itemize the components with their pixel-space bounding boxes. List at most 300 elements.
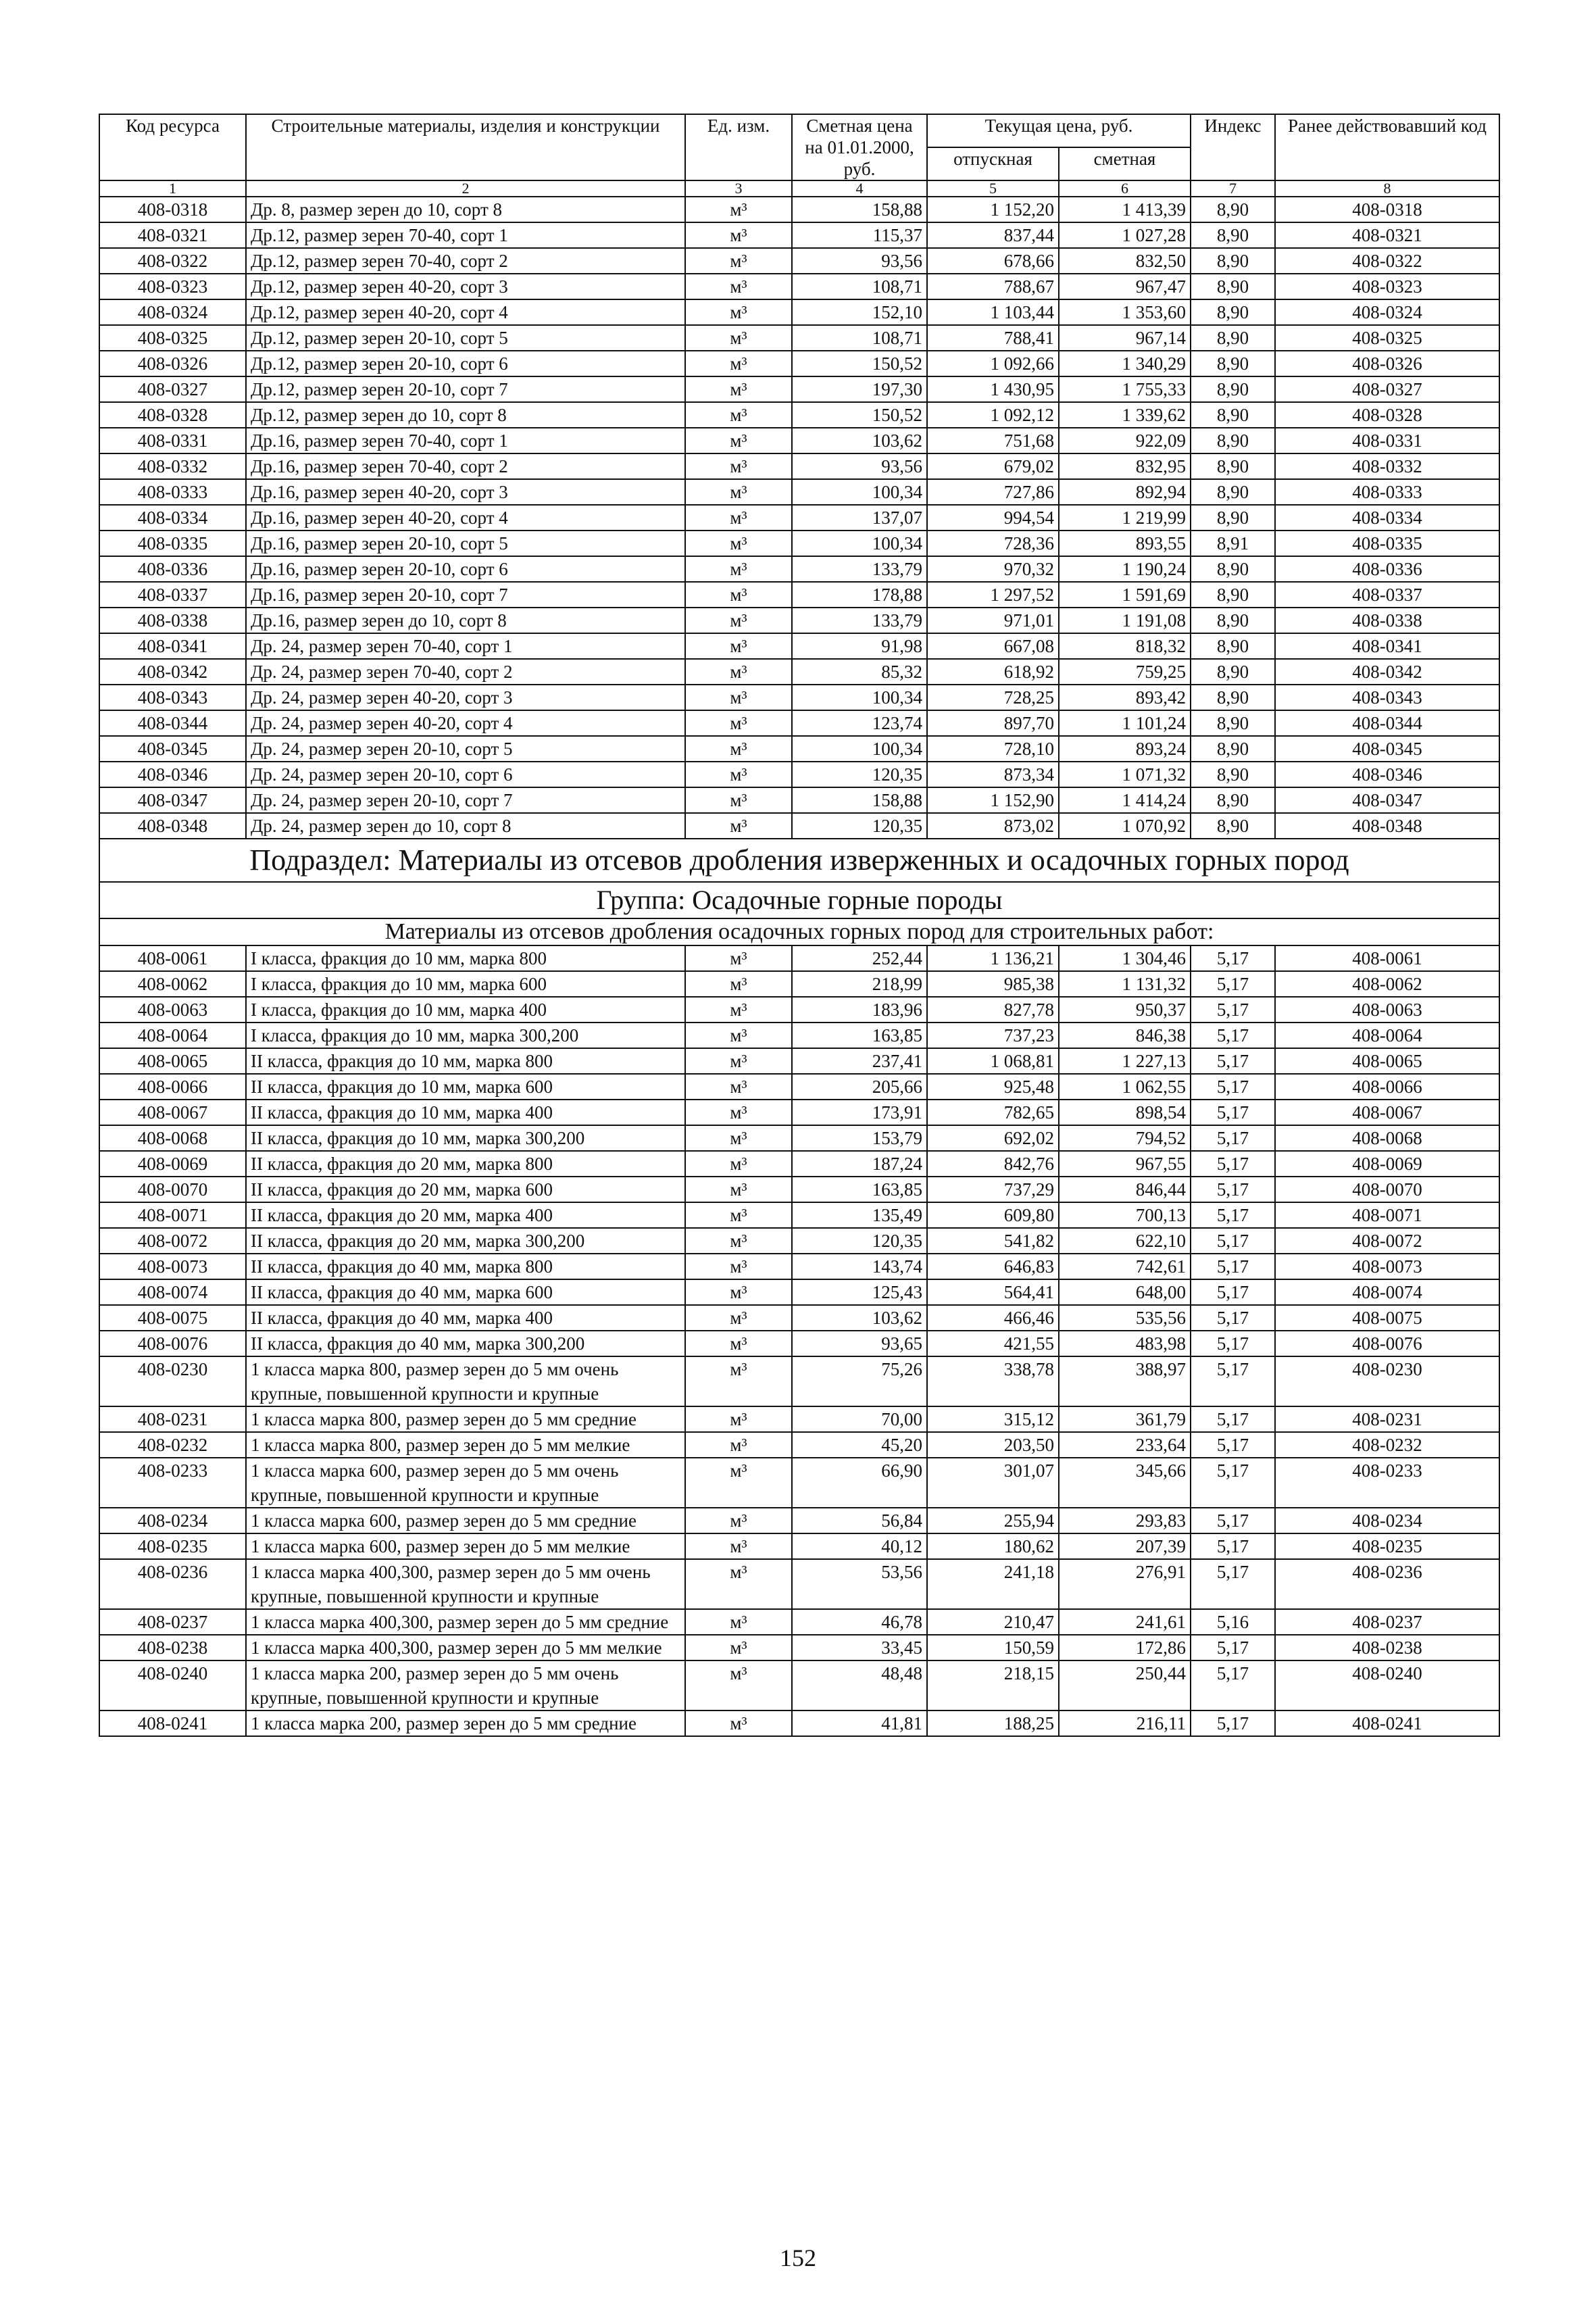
previous-code: 408-0331 (1275, 428, 1499, 453)
unit: м³ (685, 710, 792, 736)
estimate-price: 922,09 (1059, 428, 1191, 453)
base-price: 93,56 (792, 453, 927, 479)
material-name: Др. 8, размер зерен до 10, сорт 8 (246, 197, 685, 222)
estimate-price: 648,00 (1059, 1279, 1191, 1305)
material-name: II класса, фракция до 10 мм, марка 800 (246, 1048, 685, 1074)
previous-code: 408-0326 (1275, 351, 1499, 376)
table-row (99, 1202, 1499, 1228)
price-index: 5,17 (1191, 1228, 1275, 1254)
base-price: 152,10 (792, 299, 927, 325)
unit: м³ (685, 1305, 792, 1331)
base-price: 178,88 (792, 582, 927, 608)
subsection-title: Подраздел: Материалы из отсевов дробления изверженных и осадочных горных пород (99, 839, 1499, 882)
base-price: 91,98 (792, 633, 927, 659)
base-price: 120,35 (792, 762, 927, 787)
unit: м³ (685, 531, 792, 556)
price-index: 8,90 (1191, 556, 1275, 582)
base-price: 125,43 (792, 1279, 927, 1305)
price-index: 5,17 (1191, 945, 1275, 971)
release-price: 837,44 (927, 222, 1059, 248)
resource-code: 408-0067 (99, 1100, 246, 1125)
base-price: 123,74 (792, 710, 927, 736)
column-number: 2 (246, 180, 685, 197)
material-name: Др.12, размер зерен 70-40, сорт 2 (246, 248, 685, 274)
table-row (99, 1023, 1499, 1048)
previous-code: 408-0347 (1275, 787, 1499, 813)
material-name: 1 класса марка 400,300, размер зерен до 5 мм мелкие (246, 1635, 685, 1660)
table-row (99, 376, 1499, 402)
unit: м³ (685, 1533, 792, 1559)
release-price: 1 152,90 (927, 787, 1059, 813)
base-price: 48,48 (792, 1660, 927, 1710)
resource-code: 408-0343 (99, 685, 246, 710)
unit: м³ (685, 813, 792, 839)
material-name: I класса, фракция до 10 мм, марка 800 (246, 945, 685, 971)
material-name: Др.16, размер зерен 20-10, сорт 6 (246, 556, 685, 582)
previous-code: 408-0237 (1275, 1609, 1499, 1635)
resource-code: 408-0066 (99, 1074, 246, 1100)
estimate-price: 207,39 (1059, 1533, 1191, 1559)
column-number: 3 (685, 180, 792, 197)
price-index: 5,17 (1191, 1074, 1275, 1100)
material-name: Др.12, размер зерен 20-10, сорт 5 (246, 325, 685, 351)
material-name: Др.12, размер зерен 40-20, сорт 3 (246, 274, 685, 299)
group-row (99, 882, 1499, 918)
previous-code: 408-0072 (1275, 1228, 1499, 1254)
price-table (99, 114, 1500, 1737)
estimate-price: 276,91 (1059, 1559, 1191, 1609)
price-index: 8,90 (1191, 736, 1275, 762)
estimate-price: 898,54 (1059, 1100, 1191, 1125)
estimate-price: 535,56 (1059, 1305, 1191, 1331)
material-name: Др.16, размер зерен до 10, сорт 8 (246, 608, 685, 633)
table-row (99, 325, 1499, 351)
price-index: 5,17 (1191, 1331, 1275, 1356)
unit: м³ (685, 274, 792, 299)
release-price: 1 297,52 (927, 582, 1059, 608)
resource-code: 408-0075 (99, 1305, 246, 1331)
estimate-price: 1 339,62 (1059, 402, 1191, 428)
unit: м³ (685, 633, 792, 659)
previous-code: 408-0062 (1275, 971, 1499, 997)
unit: м³ (685, 248, 792, 274)
base-price: 120,35 (792, 813, 927, 839)
table-row (99, 608, 1499, 633)
release-price: 180,62 (927, 1533, 1059, 1559)
resource-code: 408-0335 (99, 531, 246, 556)
release-price: 728,10 (927, 736, 1059, 762)
column-number: 7 (1191, 180, 1275, 197)
table-row (99, 787, 1499, 813)
table-row (99, 1559, 1499, 1609)
unit: м³ (685, 1202, 792, 1228)
release-price: 466,46 (927, 1305, 1059, 1331)
header-current-price: Текущая цена, руб. (927, 114, 1191, 147)
estimate-price: 818,32 (1059, 633, 1191, 659)
table-row (99, 736, 1499, 762)
previous-code: 408-0333 (1275, 479, 1499, 505)
unit: м³ (685, 1432, 792, 1458)
previous-code: 408-0337 (1275, 582, 1499, 608)
material-name: Др.12, размер зерен до 10, сорт 8 (246, 402, 685, 428)
unit: м³ (685, 453, 792, 479)
table-row (99, 1660, 1499, 1710)
base-price: 46,78 (792, 1609, 927, 1635)
release-price: 873,02 (927, 813, 1059, 839)
release-price: 788,67 (927, 274, 1059, 299)
resource-code: 408-0235 (99, 1533, 246, 1559)
release-price: 241,18 (927, 1559, 1059, 1609)
estimate-price: 1 591,69 (1059, 582, 1191, 608)
unit: м³ (685, 945, 792, 971)
base-price: 103,62 (792, 428, 927, 453)
base-price: 120,35 (792, 1228, 927, 1254)
previous-code: 408-0070 (1275, 1177, 1499, 1202)
unit: м³ (685, 299, 792, 325)
base-price: 56,84 (792, 1508, 927, 1533)
table-row (99, 1279, 1499, 1305)
resource-code: 408-0348 (99, 813, 246, 839)
price-index: 5,17 (1191, 1023, 1275, 1048)
unit: м³ (685, 762, 792, 787)
base-price: 150,52 (792, 351, 927, 376)
resource-code: 408-0073 (99, 1254, 246, 1279)
base-price: 115,37 (792, 222, 927, 248)
table-row (99, 1048, 1499, 1074)
resource-code: 408-0328 (99, 402, 246, 428)
price-index: 8,90 (1191, 325, 1275, 351)
price-index: 5,17 (1191, 1177, 1275, 1202)
resource-code: 408-0072 (99, 1228, 246, 1254)
price-index: 8,90 (1191, 402, 1275, 428)
release-price: 541,82 (927, 1228, 1059, 1254)
unit: м³ (685, 1609, 792, 1635)
table-row (99, 479, 1499, 505)
material-name: I класса, фракция до 10 мм, марка 400 (246, 997, 685, 1023)
unit: м³ (685, 608, 792, 633)
previous-code: 408-0230 (1275, 1356, 1499, 1406)
table-row (99, 1125, 1499, 1151)
table-row (99, 274, 1499, 299)
material-name: 1 класса марка 800, размер зерен до 5 мм очень крупные, повышенной крупности и крупные (246, 1356, 685, 1406)
release-price: 1 430,95 (927, 376, 1059, 402)
resource-code: 408-0237 (99, 1609, 246, 1635)
unit: м³ (685, 1228, 792, 1254)
base-price: 158,88 (792, 787, 927, 813)
estimate-price: 1 191,08 (1059, 608, 1191, 633)
estimate-price: 1 062,55 (1059, 1074, 1191, 1100)
estimate-price: 832,50 (1059, 248, 1191, 274)
resource-code: 408-0321 (99, 222, 246, 248)
estimate-price: 1 414,24 (1059, 787, 1191, 813)
material-name: Др.16, размер зерен 20-10, сорт 7 (246, 582, 685, 608)
release-price: 255,94 (927, 1508, 1059, 1533)
resource-code: 408-0326 (99, 351, 246, 376)
material-name: Др.16, размер зерен 20-10, сорт 5 (246, 531, 685, 556)
estimate-price: 1 304,46 (1059, 945, 1191, 971)
material-name: Др. 24, размер зерен 40-20, сорт 4 (246, 710, 685, 736)
material-name: II класса, фракция до 10 мм, марка 400 (246, 1100, 685, 1125)
unit: м³ (685, 1710, 792, 1736)
estimate-price: 846,38 (1059, 1023, 1191, 1048)
base-price: 137,07 (792, 505, 927, 531)
table-row (99, 762, 1499, 787)
material-name: 1 класса марка 400,300, размер зерен до 5 мм очень крупные, повышенной крупности и крупные (246, 1559, 685, 1609)
unit: м³ (685, 971, 792, 997)
base-price: 135,49 (792, 1202, 927, 1228)
column-number: 4 (792, 180, 927, 197)
release-price: 737,29 (927, 1177, 1059, 1202)
resource-code: 408-0345 (99, 736, 246, 762)
estimate-price: 1 070,92 (1059, 813, 1191, 839)
price-index: 8,90 (1191, 762, 1275, 787)
table-row (99, 1406, 1499, 1432)
resource-code: 408-0062 (99, 971, 246, 997)
price-index: 5,17 (1191, 1432, 1275, 1458)
base-price: 163,85 (792, 1177, 927, 1202)
resource-code: 408-0325 (99, 325, 246, 351)
table-row (99, 1228, 1499, 1254)
base-price: 108,71 (792, 274, 927, 299)
estimate-price: 742,61 (1059, 1254, 1191, 1279)
price-index: 8,90 (1191, 659, 1275, 685)
price-index: 8,90 (1191, 299, 1275, 325)
table-row (99, 402, 1499, 428)
table-row (99, 1305, 1499, 1331)
price-index: 5,17 (1191, 1635, 1275, 1660)
estimate-price: 250,44 (1059, 1660, 1191, 1710)
base-price: 252,44 (792, 945, 927, 971)
estimate-price: 967,47 (1059, 274, 1191, 299)
unit: м³ (685, 479, 792, 505)
estimate-price: 1 755,33 (1059, 376, 1191, 402)
material-name: II класса, фракция до 20 мм, марка 600 (246, 1177, 685, 1202)
price-index: 8,90 (1191, 787, 1275, 813)
unit: м³ (685, 428, 792, 453)
material-name: Др. 24, размер зерен до 10, сорт 8 (246, 813, 685, 839)
previous-code: 408-0075 (1275, 1305, 1499, 1331)
release-price: 1 092,66 (927, 351, 1059, 376)
price-index: 8,90 (1191, 248, 1275, 274)
table-row (99, 505, 1499, 531)
material-name: 1 класса марка 200, размер зерен до 5 мм средние (246, 1710, 685, 1736)
previous-code: 408-0338 (1275, 608, 1499, 633)
previous-code: 408-0322 (1275, 248, 1499, 274)
unit: м³ (685, 1023, 792, 1048)
price-index: 8,91 (1191, 531, 1275, 556)
material-name: II класса, фракция до 40 мм, марка 800 (246, 1254, 685, 1279)
table-body-screenings (99, 945, 1499, 1736)
resource-code: 408-0238 (99, 1635, 246, 1660)
header-prev-code: Ранее действовавший код (1275, 114, 1499, 180)
base-price: 33,45 (792, 1635, 927, 1660)
resource-code: 408-0070 (99, 1177, 246, 1202)
base-price: 197,30 (792, 376, 927, 402)
release-price: 827,78 (927, 997, 1059, 1023)
unit: м³ (685, 1635, 792, 1660)
resource-code: 408-0342 (99, 659, 246, 685)
price-index: 8,90 (1191, 376, 1275, 402)
material-name: Др.12, размер зерен 20-10, сорт 7 (246, 376, 685, 402)
release-price: 782,65 (927, 1100, 1059, 1125)
base-price: 158,88 (792, 197, 927, 222)
release-price: 315,12 (927, 1406, 1059, 1432)
price-index: 5,16 (1191, 1609, 1275, 1635)
estimate-price: 967,14 (1059, 325, 1191, 351)
estimate-price: 345,66 (1059, 1458, 1191, 1508)
base-price: 75,26 (792, 1356, 927, 1406)
base-price: 100,34 (792, 531, 927, 556)
table-row (99, 710, 1499, 736)
previous-code: 408-0342 (1275, 659, 1499, 685)
unit: м³ (685, 1559, 792, 1609)
material-name: Др. 24, размер зерен 20-10, сорт 6 (246, 762, 685, 787)
previous-code: 408-0061 (1275, 945, 1499, 971)
unit: м³ (685, 685, 792, 710)
material-name: Др.16, размер зерен 70-40, сорт 1 (246, 428, 685, 453)
release-price: 218,15 (927, 1660, 1059, 1710)
price-index: 5,17 (1191, 971, 1275, 997)
base-price: 45,20 (792, 1432, 927, 1458)
price-index: 8,90 (1191, 582, 1275, 608)
previous-code: 408-0068 (1275, 1125, 1499, 1151)
base-price: 100,34 (792, 685, 927, 710)
unit: м³ (685, 1177, 792, 1202)
header-unit: Ед. изм. (685, 114, 792, 180)
base-price: 153,79 (792, 1125, 927, 1151)
header-release: отпускная (927, 147, 1059, 180)
material-name: II класса, фракция до 40 мм, марка 400 (246, 1305, 685, 1331)
table-row (99, 1710, 1499, 1736)
previous-code: 408-0067 (1275, 1100, 1499, 1125)
table-row (99, 1432, 1499, 1458)
estimate-price: 1 071,32 (1059, 762, 1191, 787)
material-name: Др.16, размер зерен 40-20, сорт 3 (246, 479, 685, 505)
previous-code: 408-0332 (1275, 453, 1499, 479)
unit: м³ (685, 1331, 792, 1356)
previous-code: 408-0069 (1275, 1151, 1499, 1177)
estimate-price: 832,95 (1059, 453, 1191, 479)
price-index: 5,17 (1191, 1100, 1275, 1125)
header-estimate: сметная (1059, 147, 1191, 180)
table-row (99, 428, 1499, 453)
price-index: 5,17 (1191, 1559, 1275, 1609)
material-name: II класса, фракция до 40 мм, марка 600 (246, 1279, 685, 1305)
price-index: 5,17 (1191, 997, 1275, 1023)
table-row (99, 813, 1499, 839)
resource-code: 408-0234 (99, 1508, 246, 1533)
previous-code: 408-0335 (1275, 531, 1499, 556)
table-row (99, 1635, 1499, 1660)
material-name: Др. 24, размер зерен 20-10, сорт 5 (246, 736, 685, 762)
material-name: 1 класса марка 200, размер зерен до 5 мм очень крупные, повышенной крупности и крупные (246, 1660, 685, 1710)
material-name: Др.16, размер зерен 40-20, сорт 4 (246, 505, 685, 531)
estimate-price: 216,11 (1059, 1710, 1191, 1736)
table-row (99, 1356, 1499, 1406)
resource-code: 408-0323 (99, 274, 246, 299)
release-price: 188,25 (927, 1710, 1059, 1736)
release-price: 842,76 (927, 1151, 1059, 1177)
table-row (99, 556, 1499, 582)
table-row (99, 685, 1499, 710)
material-name: II класса, фракция до 20 мм, марка 300,200 (246, 1228, 685, 1254)
base-price: 93,56 (792, 248, 927, 274)
unit: м³ (685, 1074, 792, 1100)
resource-code: 408-0074 (99, 1279, 246, 1305)
release-price: 788,41 (927, 325, 1059, 351)
resource-code: 408-0322 (99, 248, 246, 274)
subsection-row (99, 839, 1499, 882)
price-index: 5,17 (1191, 1660, 1275, 1710)
material-name: Др.12, размер зерен 40-20, сорт 4 (246, 299, 685, 325)
base-price: 237,41 (792, 1048, 927, 1074)
material-name: II класса, фракция до 10 мм, марка 600 (246, 1074, 685, 1100)
base-price: 103,62 (792, 1305, 927, 1331)
resource-code: 408-0232 (99, 1432, 246, 1458)
release-price: 751,68 (927, 428, 1059, 453)
estimate-price: 700,13 (1059, 1202, 1191, 1228)
resource-code: 408-0338 (99, 608, 246, 633)
table-caption: Материалы из отсевов дробления осадочных горных пород для строительных работ: (99, 918, 1499, 945)
previous-code: 408-0334 (1275, 505, 1499, 531)
previous-code: 408-0076 (1275, 1331, 1499, 1356)
resource-code: 408-0324 (99, 299, 246, 325)
resource-code: 408-0233 (99, 1458, 246, 1508)
release-price: 971,01 (927, 608, 1059, 633)
resource-code: 408-0076 (99, 1331, 246, 1356)
table-row (99, 1458, 1499, 1508)
previous-code: 408-0233 (1275, 1458, 1499, 1508)
material-name: I класса, фракция до 10 мм, марка 300,200 (246, 1023, 685, 1048)
table-row (99, 248, 1499, 274)
unit: м³ (685, 1048, 792, 1074)
price-index: 5,17 (1191, 1254, 1275, 1279)
price-index: 5,17 (1191, 1458, 1275, 1508)
column-number: 8 (1275, 180, 1499, 197)
resource-code: 408-0346 (99, 762, 246, 787)
estimate-price: 233,64 (1059, 1432, 1191, 1458)
header-code: Код ресурса (99, 114, 246, 180)
release-price: 1 152,20 (927, 197, 1059, 222)
estimate-price: 1 413,39 (1059, 197, 1191, 222)
resource-code: 408-0332 (99, 453, 246, 479)
table-row (99, 197, 1499, 222)
material-name: 1 класса марка 800, размер зерен до 5 мм средние (246, 1406, 685, 1432)
material-name: Др. 24, размер зерен 70-40, сорт 2 (246, 659, 685, 685)
release-price: 925,48 (927, 1074, 1059, 1100)
estimate-price: 1 219,99 (1059, 505, 1191, 531)
previous-code: 408-0346 (1275, 762, 1499, 787)
column-number: 1 (99, 180, 246, 197)
table-row (99, 351, 1499, 376)
release-price: 678,66 (927, 248, 1059, 274)
unit: м³ (685, 1356, 792, 1406)
unit: м³ (685, 1254, 792, 1279)
table-row (99, 1151, 1499, 1177)
previous-code: 408-0234 (1275, 1508, 1499, 1533)
resource-code: 408-0337 (99, 582, 246, 608)
base-price: 133,79 (792, 608, 927, 633)
previous-code: 408-0232 (1275, 1432, 1499, 1458)
base-price: 108,71 (792, 325, 927, 351)
release-price: 301,07 (927, 1458, 1059, 1508)
resource-code: 408-0327 (99, 376, 246, 402)
base-price: 163,85 (792, 1023, 927, 1048)
previous-code: 408-0318 (1275, 197, 1499, 222)
table-row (99, 222, 1499, 248)
resource-code: 408-0334 (99, 505, 246, 531)
unit: м³ (685, 222, 792, 248)
